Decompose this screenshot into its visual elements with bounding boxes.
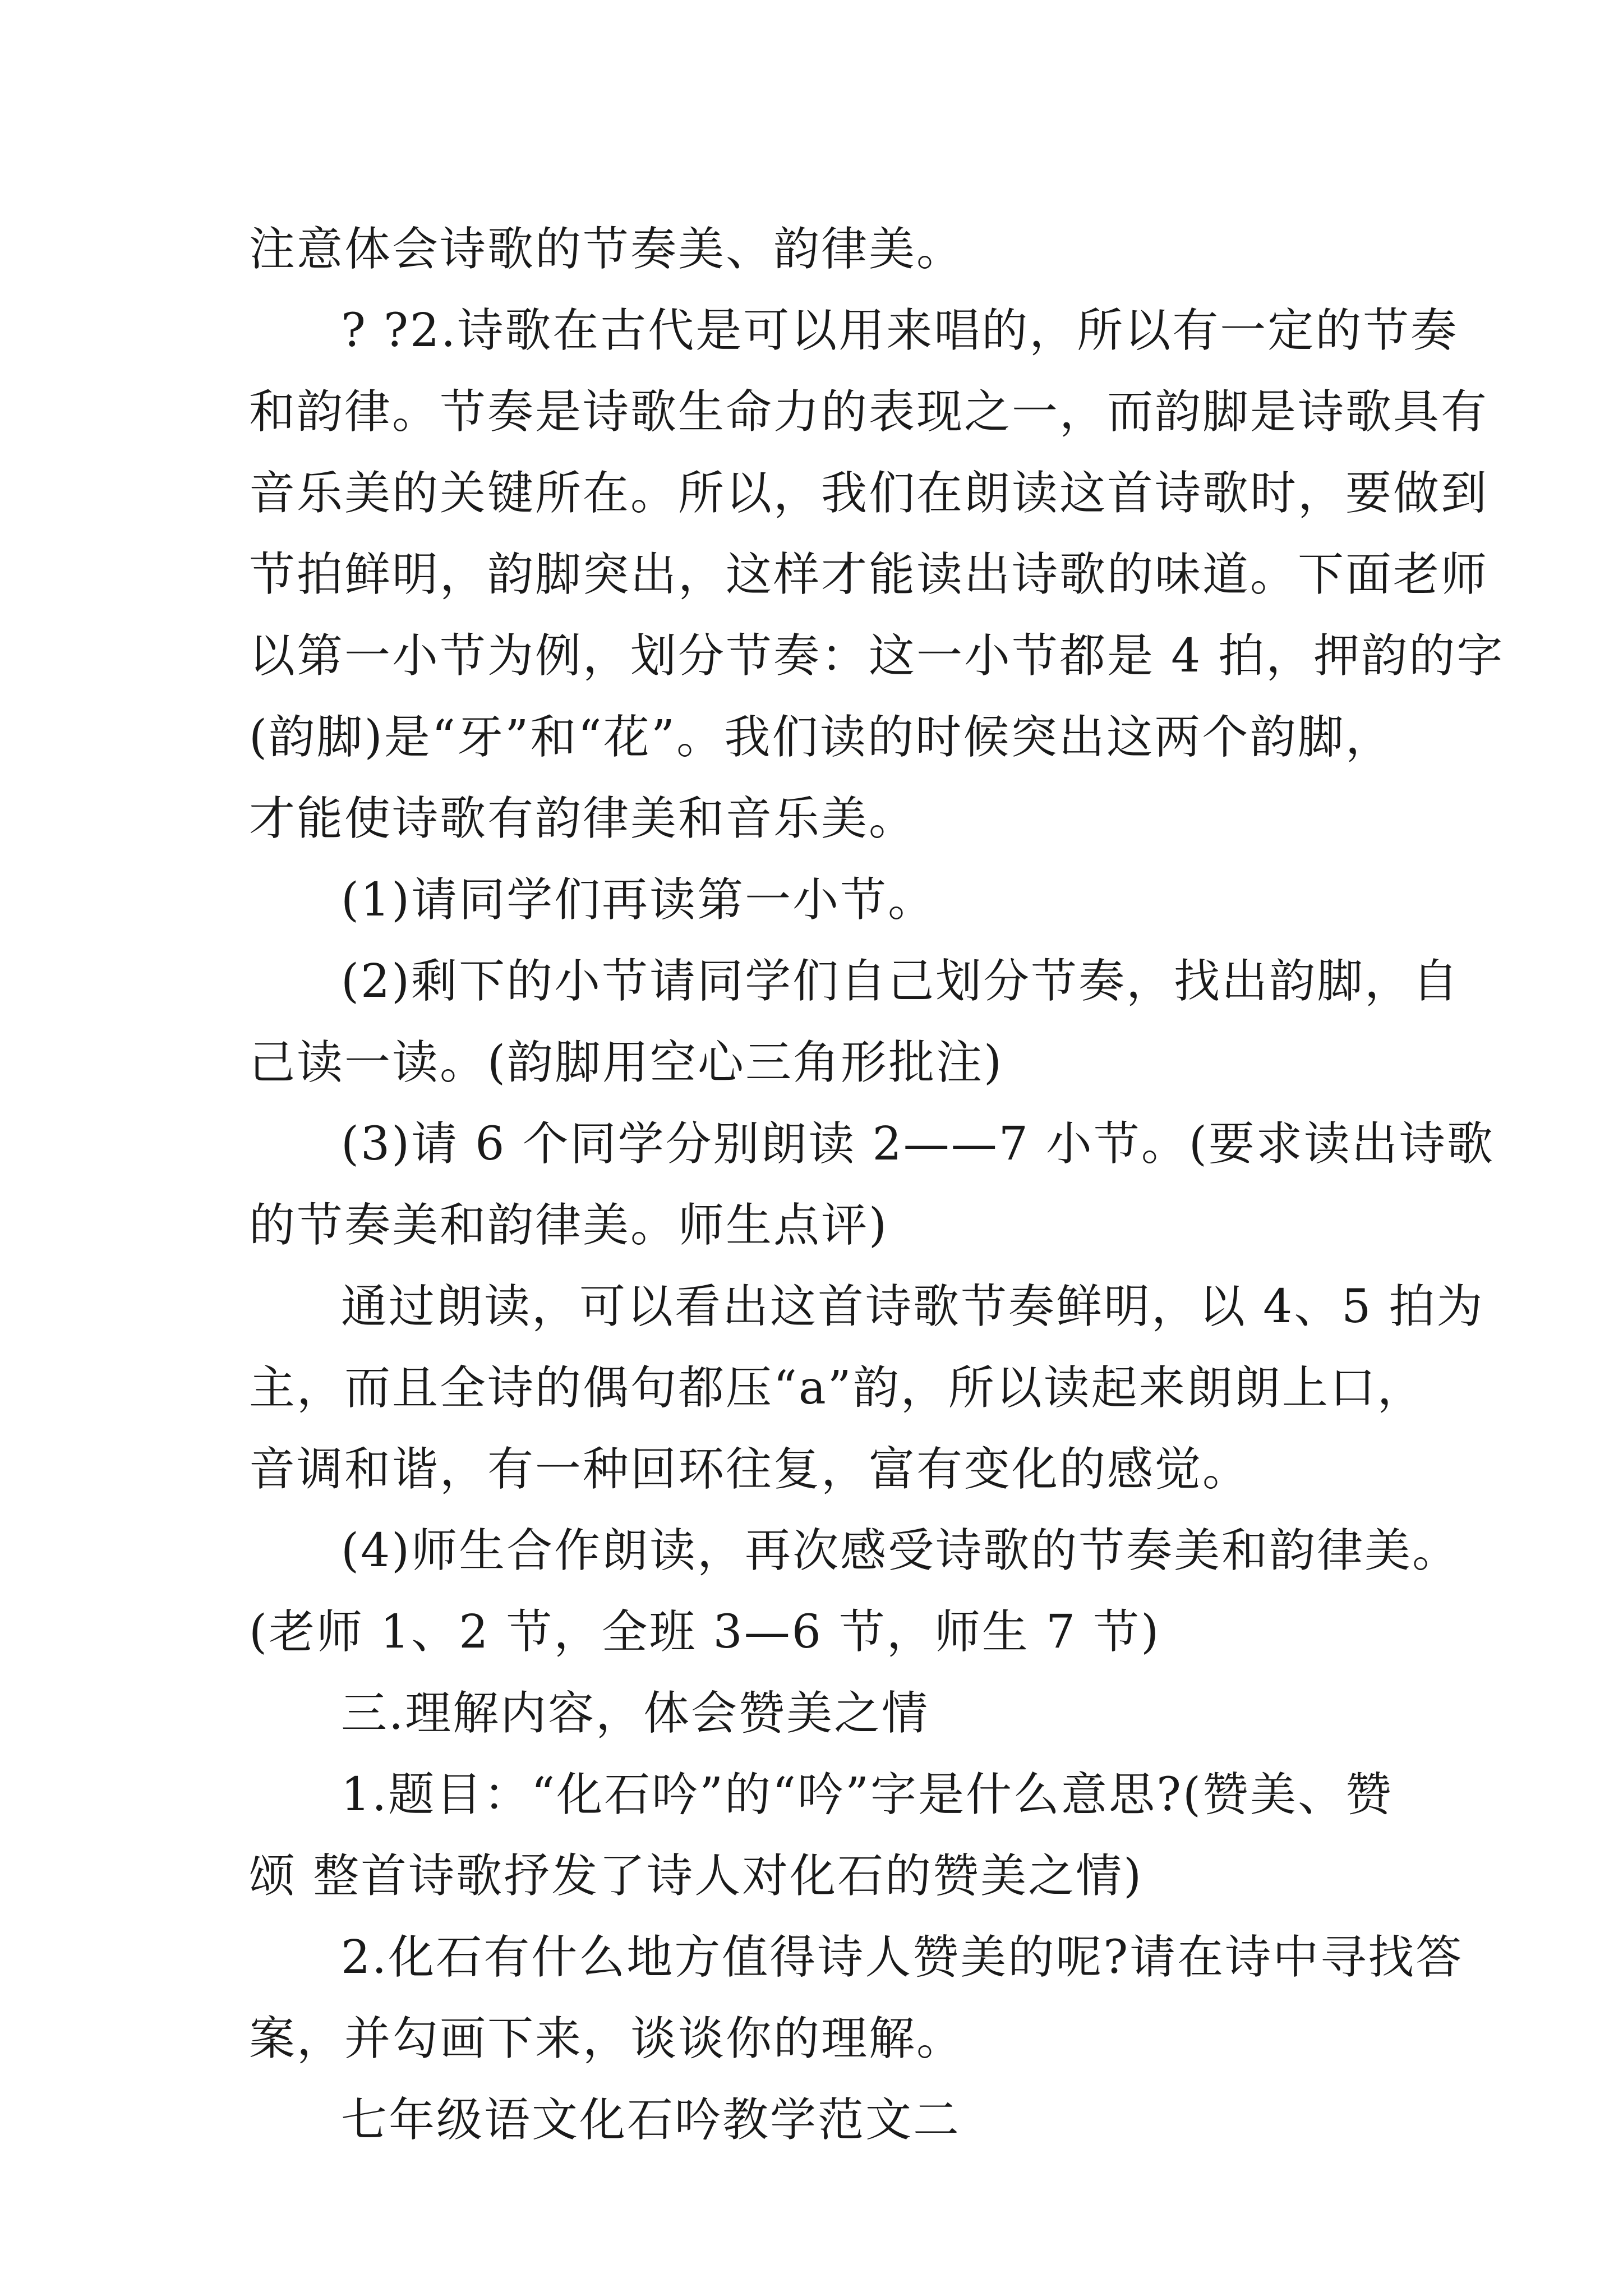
text-line: 己读一读。(韵脚用空心三角形批注) xyxy=(249,1036,1003,1089)
text-line: 的节奏美和韵律美。师生点评) xyxy=(249,1199,888,1252)
text-line: 通过朗读，可以看出这首诗歌节奏鲜明，以 4、5 拍为 xyxy=(341,1280,1484,1333)
section-heading: 三.理解内容，体会赞美之情 xyxy=(341,1687,930,1740)
text-line: (1)请同学们再读第一小节。 xyxy=(341,873,936,927)
text-line: 案，并勾画下来，谈谈你的理解。 xyxy=(249,2012,965,2065)
text-line: 和韵律。节奏是诗歌生命力的表现之一，而韵脚是诗歌具有 xyxy=(249,385,1489,439)
text-line: (4)师生合作朗读，再次感受诗歌的节奏美和韵律美。 xyxy=(341,1524,1460,1577)
text-line: 节拍鲜明，韵脚突出，这样才能读出诗歌的味道。下面老师 xyxy=(249,548,1489,601)
document-body xyxy=(249,209,1505,2161)
text-line: 音调和谐，有一种回环往复，富有变化的感觉。 xyxy=(249,1443,1251,1496)
text-line: (韵脚)是“牙”和“花”。我们读的时候突出这两个韵脚， xyxy=(249,711,1393,764)
text-line: 2.化石有什么地方值得诗人赞美的呢?请在诗中寻找答 xyxy=(341,1931,1464,1984)
text-line: 注意体会诗歌的节奏美、韵律美。 xyxy=(249,223,965,276)
text-line: 才能使诗歌有韵律美和音乐美。 xyxy=(249,792,917,845)
text-line: 颂 整首诗歌抒发了诗人对化石的赞美之情) xyxy=(249,1849,1144,1903)
text-line: 主，而且全诗的偶句都压“a”韵，所以读起来朗朗上口， xyxy=(249,1361,1425,1415)
text-line: (2)剩下的小节请同学们自己划分节奏，找出韵脚，自 xyxy=(341,955,1460,1008)
text-line: 1.题目：“化石吟”的“吟”字是什么意思?(赞美、赞 xyxy=(341,1768,1393,1821)
text-line: (3)请 6 个同学分别朗读 2——7 小节。(要求读出诗歌 xyxy=(341,1117,1495,1171)
text-line: 音乐美的关键所在。所以，我们在朗读这首诗歌时，要做到 xyxy=(249,467,1489,520)
section-heading: 七年级语文化石吟教学范文二 xyxy=(341,2093,961,2147)
text-line: 以第一小节为例，划分节奏：这一小节都是 4 拍，押韵的字 xyxy=(249,629,1505,683)
text-line: ? ?2.诗歌在古代是可以用来唱的，所以有一定的节奏 xyxy=(341,304,1459,357)
text-line: (老师 1、2 节，全班 3—6 节，师生 7 节) xyxy=(249,1605,1161,1659)
